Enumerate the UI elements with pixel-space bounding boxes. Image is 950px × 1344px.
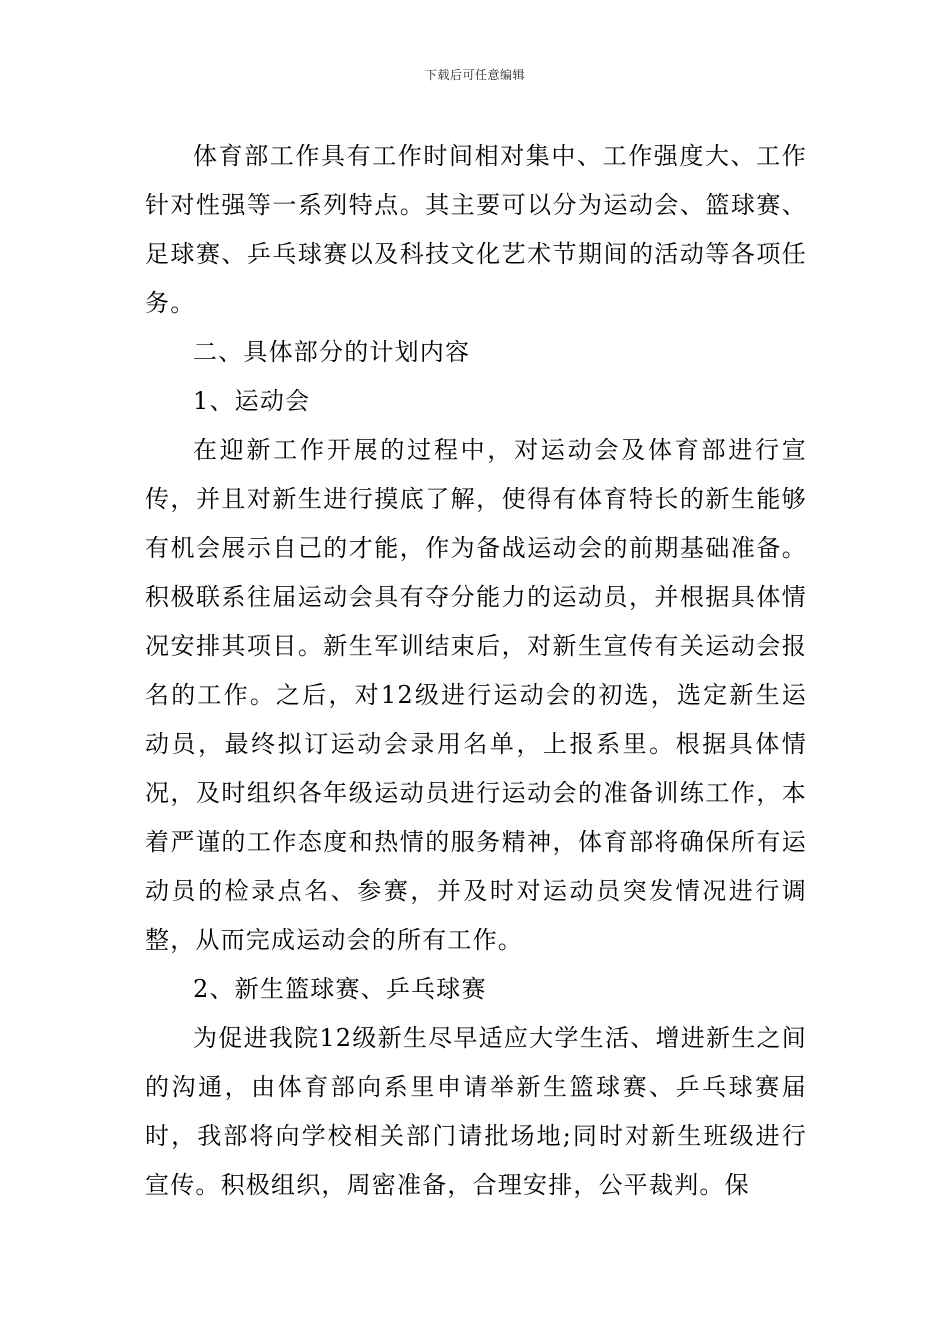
- paragraph-sports-meet: 在迎新工作开展的过程中，对运动会及体育部进行宣传，并且对新生进行摸底了解，使得有体育特长的新生能够有机会展示自己的才能，作为备战运动会的前期基础准备。积极联系往届运动会具有夺分能力的运动员，并根据具体情况安排其项目。新生军训结束后，对新生宣传有关运动会报名的工作。之后，对12级进行运动会的初选，选定新生运动员，最终拟订运动会录用名单，上报系里。根据具体情况，及时组织各年级运动员进行运动会的准备训练工作，本着严谨的工作态度和热情的服务精神，体育部将确保所有运动员的检录点名、参赛，并及时对运动员突发情况进行调整，从而完成运动会的所有工作。: [145, 436, 807, 954]
- paragraph-basketball-pingpong: 为促进我院12级新生尽早适应大学生活、增进新生之间的沟通，由体育部向系里申请举新生篮球赛、乒乓球赛届时，我部将向学校相关部门请批场地;同时对新生班级进行宣传。积极组织，周密准备，合理安排，公平裁判。保: [145, 1024, 807, 1199]
- subheading-basketball-pingpong: 2、新生篮球赛、乒乓球赛: [193, 975, 487, 1003]
- section-heading-plan-content: 二、具体部分的计划内容: [193, 338, 471, 366]
- page-header-note: 下载后可任意编辑: [424, 68, 525, 82]
- paragraph-intro: 体育部工作具有工作时间相对集中、工作强度大、工作针对性强等一系列特点。其主要可以分为运动会、篮球赛、足球赛、乒乓球赛以及科技文化艺术节期间的活动等各项任务。: [145, 142, 807, 317]
- subheading-sports-meet: 1、运动会: [193, 387, 311, 415]
- document-body: [145, 132, 807, 1210]
